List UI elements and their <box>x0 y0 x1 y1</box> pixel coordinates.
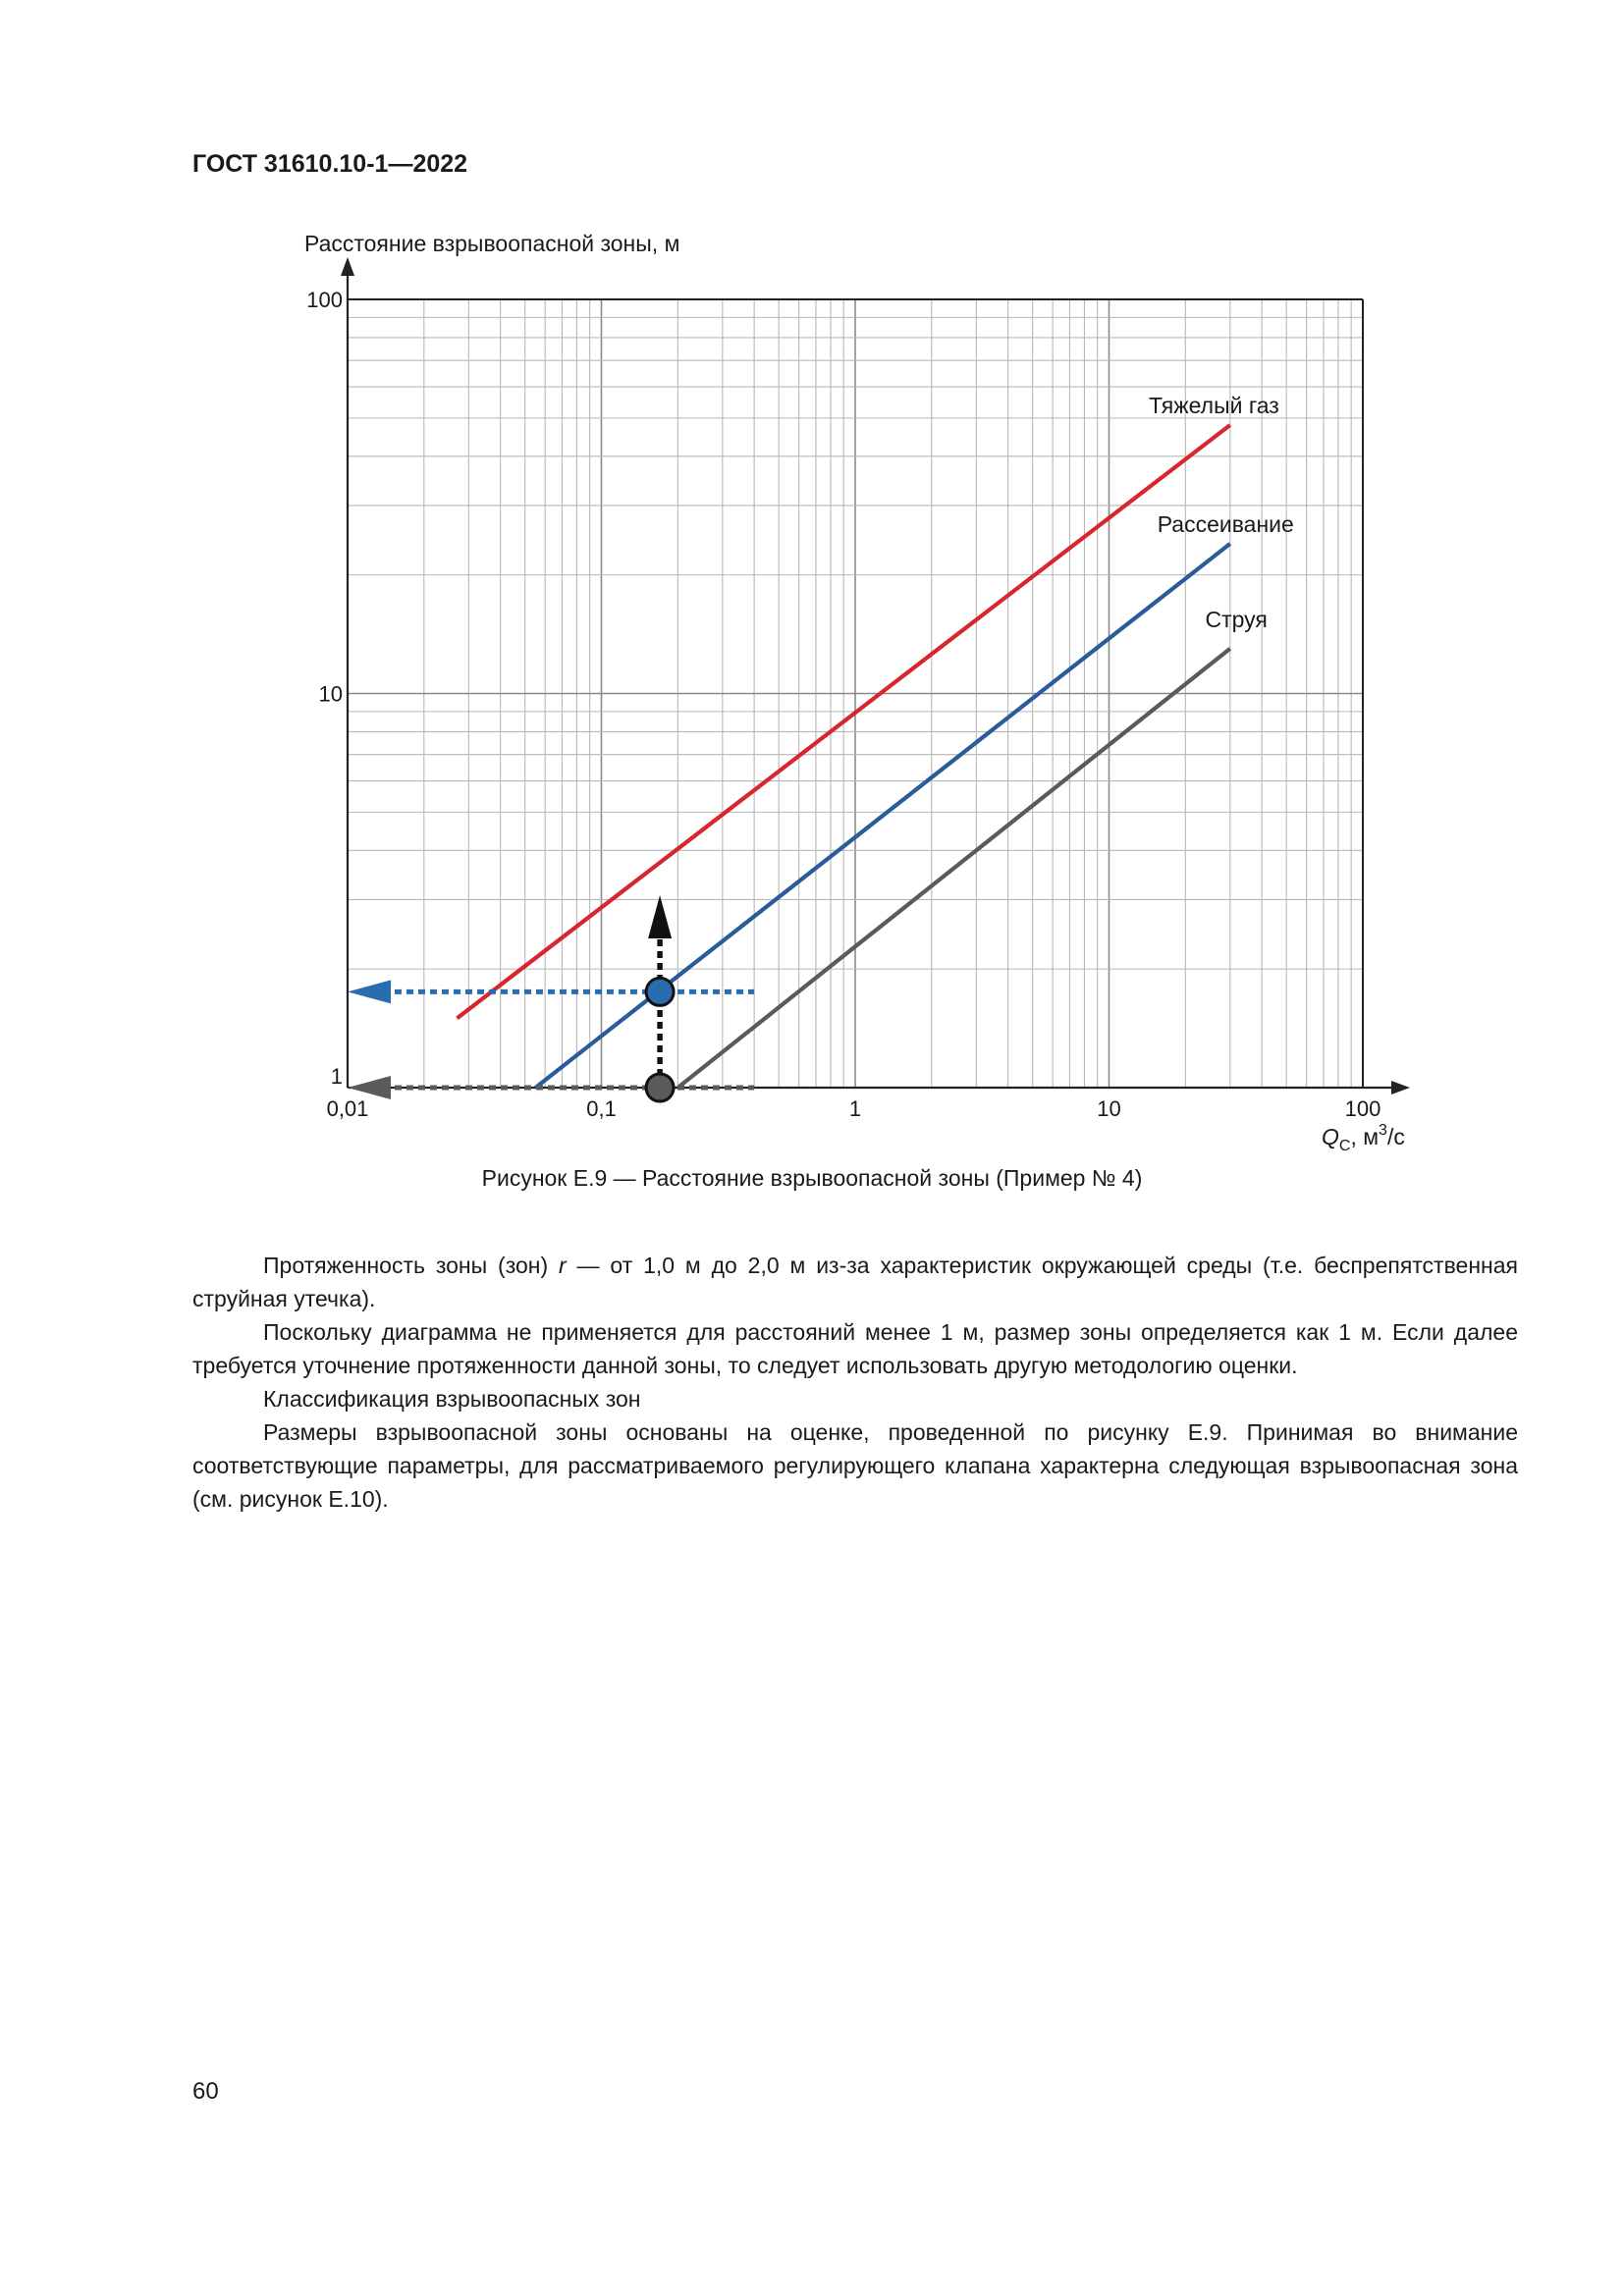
paragraph-2: Поскольку диаграмма не применяется для расстояний менее 1 м, размер зоны определяется как 1 м. Если далее требуется уточнение протяженности данной зоны, то следует использовать другую методологию оценки. <box>192 1319 1518 1378</box>
chart-annotations <box>348 895 754 1101</box>
x-tick-label: 10 <box>1097 1096 1121 1121</box>
input-arrow-up <box>648 895 672 938</box>
figure-caption: Рисунок Е.9 — Расстояние взрывоопасной зоны (Пример № 4) <box>481 1165 1143 1191</box>
paragraph-1-start: Протяженность зоны (зон) <box>263 1253 559 1278</box>
x-axis-arrow <box>1391 1081 1410 1095</box>
variable-r: r <box>559 1253 567 1278</box>
x-tick-label: 0,1 <box>586 1096 617 1121</box>
y-tick-label: 10 <box>318 681 343 707</box>
series-label-2: Рассеивание <box>1157 510 1294 537</box>
page-number: 60 <box>192 2078 219 2105</box>
paragraph-3: Классификация взрывоопасных зон <box>263 1386 641 1412</box>
series-line-2 <box>535 544 1229 1088</box>
x-axis-label: $Q_C$, $м^3/с$ <box>1322 1122 1405 1154</box>
x-tick-label: 0,01 <box>326 1096 369 1121</box>
paragraph-1 <box>192 1249 1518 1315</box>
y-axis-arrow <box>341 257 354 276</box>
y-axis-label: Расстояние взрывоопасной зоны, м <box>304 231 680 256</box>
y-tick-label: 1 <box>330 1064 343 1089</box>
paragraph-1-end: — от 1,0 м до 2,0 м из-за характеристик окружающей среды (т.е. беспрепятственная струйная утечка). <box>192 1253 1518 1311</box>
body-text <box>192 1249 1518 1516</box>
result-arrow-dispersion <box>348 980 391 1003</box>
x-tick-label: 1 <box>848 1096 862 1121</box>
series-line-3 <box>677 649 1230 1088</box>
marker-jet-point <box>646 1074 674 1101</box>
series-label-3: Струя <box>1205 606 1268 632</box>
paragraph-4: Размеры взрывоопасной зоны основаны на оценке, проведенной по рисунку Е.9. Принимая во внимание соответствующие параметры, для рассматриваемого регулирующего клапана характерна следующая взрывоопасная зона (см. рисунок Е.10). <box>192 1419 1518 1512</box>
y-tick-label: 100 <box>306 288 343 312</box>
series-label-1: Тяжелый газ <box>1149 392 1279 418</box>
document-header: ГОСТ 31610.10-1—2022 <box>192 150 468 178</box>
x-tick-label: 100 <box>1344 1096 1381 1121</box>
marker-dispersion-point <box>646 978 674 1005</box>
